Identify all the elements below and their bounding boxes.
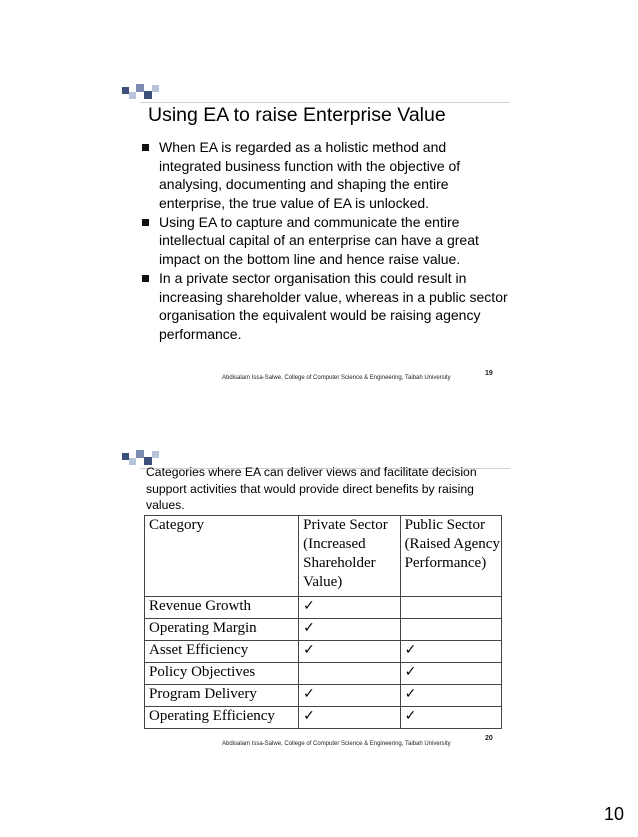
sheet-page-number: 10 — [603, 804, 624, 824]
private-check-cell: ✓ — [299, 619, 400, 641]
public-check-cell: ✓ — [400, 663, 501, 685]
category-cell: Program Delivery — [145, 685, 299, 707]
table-row — [145, 597, 502, 619]
bullet-item — [138, 138, 508, 212]
private-check-cell: ✓ — [299, 641, 400, 663]
header-private-sector: Private Sector (Increased Shareholder Value) — [299, 516, 400, 597]
slide-footer: Abdisalam Issa-Salwe, College of Computer Science & Engineering, Taibah University — [222, 375, 451, 381]
private-check-cell — [299, 663, 400, 685]
public-check-cell — [400, 597, 501, 619]
bullet-item — [138, 213, 508, 269]
table-row — [145, 641, 502, 663]
square-bullet-icon — [142, 219, 149, 226]
bullet-list — [138, 138, 508, 344]
slide-footer: Abdisalam Issa-Salwe, College of Computer Science & Engineering, Taibah University — [222, 741, 451, 747]
category-cell: Operating Efficiency — [145, 707, 299, 729]
bullet-text: In a private sector organisation this could result in increasing shareholder value, whereas in a public sector organisation the equivalent would be raising agency performance. — [159, 270, 508, 342]
private-check-cell: ✓ — [299, 597, 400, 619]
slide-page-number: 19 — [485, 370, 493, 377]
private-check-cell: ✓ — [299, 685, 400, 707]
public-check-cell: ✓ — [400, 641, 501, 663]
category-table — [144, 515, 502, 729]
category-cell: Policy Objectives — [145, 663, 299, 685]
public-check-cell: ✓ — [400, 685, 501, 707]
square-bullet-icon — [142, 144, 149, 151]
table-row — [145, 619, 502, 641]
slide-title: Using EA to raise Enterprise Value — [148, 104, 446, 126]
table-row — [145, 707, 502, 729]
header-category: Category — [145, 516, 299, 597]
bullet-item — [138, 269, 508, 343]
title-divider — [140, 102, 510, 103]
category-cell: Asset Efficiency — [145, 641, 299, 663]
category-cell: Revenue Growth — [145, 597, 299, 619]
slide-intro-text: Categories where EA can deliver views and facilitate decision support activities that would provide direct benefits by raising values. — [146, 465, 477, 512]
public-check-cell — [400, 619, 501, 641]
category-cell: Operating Margin — [145, 619, 299, 641]
square-bullet-icon — [142, 275, 149, 282]
bullet-text: When EA is regarded as a holistic method and integrated business function with the objective of analysing, documenting and shaping the entire enterprise, the true value of EA is unlocked. — [159, 139, 461, 211]
table-header-row — [145, 516, 502, 597]
bullet-text: Using EA to capture and communicate the entire intellectual capital of an enterprise can have a great impact on the bottom line and hence raise value. — [159, 213, 479, 268]
slide-page-number: 20 — [485, 735, 493, 742]
table-row — [145, 663, 502, 685]
slide-decoration-19 — [122, 82, 172, 102]
header-public-sector: Public Sector (Raised Agency Performance) — [400, 516, 501, 597]
private-check-cell: ✓ — [299, 707, 400, 729]
table-row — [145, 685, 502, 707]
public-check-cell: ✓ — [400, 707, 501, 729]
